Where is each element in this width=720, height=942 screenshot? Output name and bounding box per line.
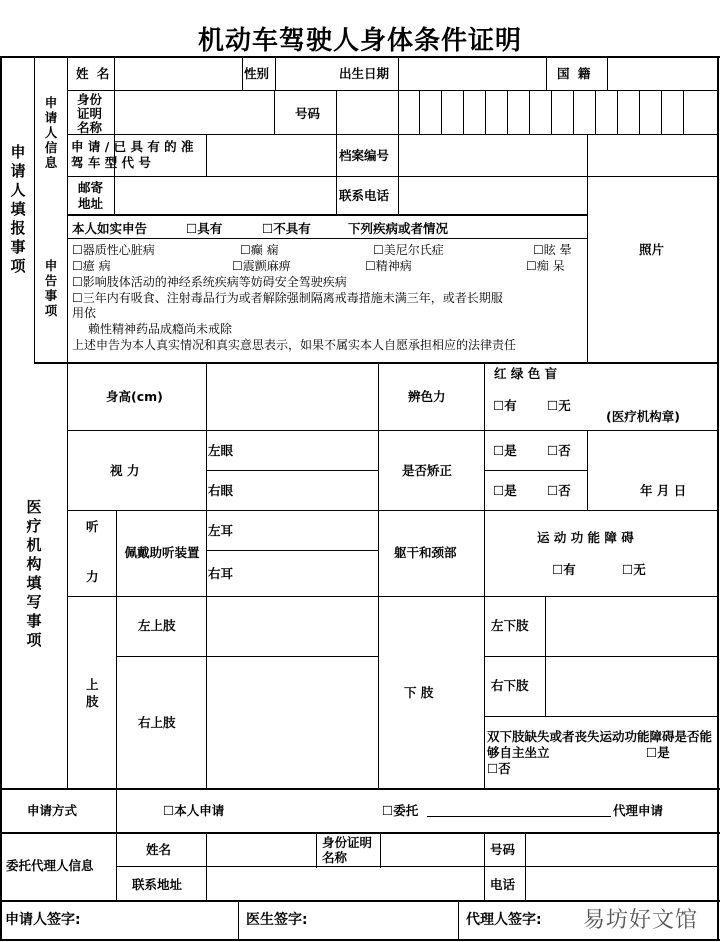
height-field[interactable] (206, 362, 378, 430)
grid-line (116, 788, 117, 900)
nationality-label: 国 籍 (557, 66, 593, 81)
name-label: 姓 名 (76, 66, 112, 81)
mobility-none-checkbox[interactable]: ☐无 (622, 562, 646, 577)
upper-limb-label-1: 上 (86, 677, 99, 692)
license-type-field[interactable] (206, 134, 336, 176)
grid-line (316, 832, 317, 868)
grid-line (0, 788, 720, 790)
mobility-have-checkbox[interactable]: ☐有 (552, 562, 576, 577)
gender-label: 性别 (244, 66, 270, 81)
grid-line (67, 238, 587, 239)
left-upper-limb-field[interactable] (206, 596, 378, 654)
grid-line (274, 90, 275, 134)
agent-number-label: 号码 (490, 842, 516, 857)
disease-dementia-checkbox[interactable]: ☐痴 呆 (526, 259, 565, 273)
sit-question: 双下肢缺失或者丧失运动功能障碍是否能够自主坐立 (487, 729, 713, 760)
left-eye-label: 左眼 (208, 443, 234, 458)
grid-line (116, 510, 117, 788)
right-eye-label: 右眼 (208, 483, 234, 498)
disease-limb-checkbox[interactable]: ☐影响肢体活动的神经系统疾病等妨碍安全驾驶疾病 (72, 275, 347, 289)
agent-section-label: 委托代理人信息 (6, 858, 94, 873)
grid-line (587, 510, 718, 511)
file-no-label: 档案编号 (339, 148, 390, 163)
license-type-label: 申 请 / 已 具 有 的 准 驾 车 型 代 号 (71, 139, 194, 170)
nationality-field[interactable] (607, 58, 718, 90)
agent-phone-field[interactable] (525, 868, 718, 900)
vision-label: 视 力 (110, 463, 140, 478)
applicant-info-header: 申请人信息 (44, 95, 58, 170)
hearing-label-2: 力 (86, 569, 99, 584)
left-ear-label: 左耳 (208, 523, 234, 538)
disease-epilepsy-checkbox[interactable]: ☐癫 痫 (240, 243, 279, 257)
grid-line (242, 58, 243, 90)
grid-line (0, 939, 720, 941)
disease-psychosis-checkbox[interactable]: ☐精神病 (365, 259, 412, 273)
doctor-signature-label: 医生签字: (246, 912, 308, 928)
declaration-intro-tail: 下列疾病或者情况 (348, 221, 449, 236)
right-correct-yes-checkbox[interactable]: ☐是 (493, 483, 517, 498)
photo-label: 照片 (639, 242, 665, 257)
sit-yes-checkbox[interactable]: ☐是 (646, 745, 670, 760)
grid-line (484, 362, 485, 788)
agent-number-field[interactable] (525, 832, 718, 866)
grid-line (34, 56, 35, 362)
id-doc-field[interactable] (118, 90, 273, 134)
address-label: 邮寄地址 (78, 180, 104, 211)
grid-line (67, 430, 718, 431)
grid-line (484, 470, 587, 471)
entrust-checkbox[interactable]: ☐委托 (382, 803, 419, 818)
agent-signature-label: 代理人签字: (466, 912, 542, 928)
correction-label: 是否矫正 (402, 463, 453, 478)
doctor-signature-field[interactable] (325, 904, 455, 938)
birth-date-label: 出生日期 (339, 66, 390, 81)
right-ear-field[interactable] (240, 550, 378, 592)
grid-line (484, 832, 485, 900)
disease-parkinson-checkbox[interactable]: ☐震颤麻痹 (232, 259, 291, 273)
id-number-label: 号码 (295, 106, 321, 121)
grid-line (67, 56, 68, 362)
disease-meniere-checkbox[interactable]: ☐美尼尔氏症 (373, 243, 444, 257)
grid-line (587, 430, 588, 510)
sit-no-checkbox[interactable]: ☐否 (487, 761, 511, 776)
left-lower-limb-field[interactable] (545, 596, 718, 654)
gender-field[interactable] (275, 58, 335, 90)
right-lower-limb-label: 右下肢 (491, 678, 529, 693)
disease-heart-checkbox[interactable]: ☐器质性心脏病 (72, 243, 155, 257)
agent-name-field[interactable] (206, 832, 316, 866)
drug-use-line2: 用依 (72, 306, 97, 320)
color-vision-label: 辨色力 (408, 389, 446, 404)
right-lower-limb-field[interactable] (545, 656, 718, 714)
hearing-aid-label: 佩戴助听装置 (124, 545, 200, 560)
seal-label: (医疗机构章) (606, 409, 680, 424)
left-upper-limb-label: 左上肢 (138, 618, 176, 633)
applicant-section-header: 申请人填报事项 (10, 143, 26, 275)
left-lower-limb-label: 左下肢 (491, 618, 529, 633)
left-eye-field[interactable] (240, 430, 378, 468)
agent-phone-label: 电话 (490, 877, 516, 892)
file-no-field[interactable] (398, 134, 586, 176)
left-correct-yes-checkbox[interactable]: ☐是 (493, 443, 517, 458)
right-ear-label: 右耳 (208, 566, 234, 581)
declaration-intro: 本人如实申告 (72, 221, 148, 236)
address-field[interactable] (114, 176, 336, 214)
name-field[interactable] (118, 58, 240, 90)
grid-line (67, 362, 68, 788)
grid-line (116, 866, 718, 867)
grid-line (458, 900, 459, 939)
left-ear-field[interactable] (240, 510, 378, 548)
grid-line (546, 58, 547, 90)
upper-limb-label-2: 肢 (86, 694, 99, 709)
height-label: 身高(cm) (106, 389, 163, 404)
applicant-signature-label: 申请人签字: (5, 912, 81, 928)
colorblind-none-checkbox[interactable]: ☐无 (547, 398, 571, 413)
trunk-label: 躯干和颈部 (394, 545, 457, 560)
colorblind-have-checkbox[interactable]: ☐有 (493, 398, 517, 413)
agent-apply-label: 代理申请 (613, 803, 664, 818)
self-apply-checkbox[interactable]: ☐本人申请 (163, 803, 225, 818)
drug-use-line3: 赖性精神药品成瘾尚未戒除 (88, 322, 233, 336)
grid-line (67, 214, 587, 216)
agent-id-doc-label: 身份证明名称 (322, 835, 373, 865)
grid-line (0, 900, 720, 902)
agent-signature-field[interactable] (560, 904, 570, 938)
grid-line (378, 362, 379, 788)
drug-use-checkbox[interactable]: ☐三年内有吸食、注射毒品行为或者解除强制隔离戒毒措施未满三年，或者长期服 (72, 291, 503, 305)
grid-line (0, 56, 2, 941)
date-label: 年 月 日 (640, 483, 687, 498)
disease-vertigo-checkbox[interactable]: ☐眩 晕 (533, 243, 572, 257)
id-number-field[interactable] (337, 90, 718, 134)
declaration-statement: 上述申告为本人真实情况和真实意思表示，如果不属实本人自愿承担相应的法律责任 (72, 338, 517, 352)
agent-name-label: 姓名 (146, 842, 172, 857)
right-upper-limb-label: 右上肢 (138, 715, 176, 730)
form-title: 机动车驾驶人身体条件证明 (197, 26, 522, 56)
id-doc-label: 身份证明名称 (77, 92, 103, 135)
agent-address-field[interactable] (206, 868, 484, 900)
application-method-label: 申请方式 (27, 803, 78, 818)
grid-line (484, 716, 718, 717)
right-upper-limb-field[interactable] (206, 656, 378, 786)
applicant-signature-field[interactable] (98, 904, 238, 938)
declare-not-checkbox[interactable]: ☐不具有 (262, 221, 311, 236)
watermark: 易坊好文馆 (582, 908, 698, 933)
agent-id-doc-field[interactable] (380, 832, 484, 866)
left-correct-no-checkbox[interactable]: ☐否 (547, 443, 571, 458)
right-eye-field[interactable] (240, 470, 378, 508)
grid-line (238, 900, 239, 939)
mobility-label: 运 动 功 能 障 碍 (537, 530, 634, 545)
phone-field[interactable] (398, 176, 586, 214)
medical-section-header: 医疗机构填写事项 (26, 498, 42, 649)
red-green-label: 红 绿 色 盲 (494, 366, 558, 381)
birth-date-field[interactable] (398, 58, 546, 90)
declare-have-checkbox[interactable]: ☐具有 (186, 221, 223, 236)
declaration-header: 申告事项 (44, 258, 58, 318)
agent-address-label: 联系地址 (132, 877, 183, 892)
right-correct-no-checkbox[interactable]: ☐否 (547, 483, 571, 498)
photo-box (588, 134, 718, 360)
disease-hysteria-checkbox[interactable]: ☐癔 病 (72, 259, 111, 273)
lower-limb-label: 下 肢 (404, 685, 434, 700)
phone-label: 联系电话 (339, 188, 390, 203)
hearing-label-1: 听 (86, 519, 99, 534)
entrust-agent-field[interactable] (427, 801, 611, 817)
